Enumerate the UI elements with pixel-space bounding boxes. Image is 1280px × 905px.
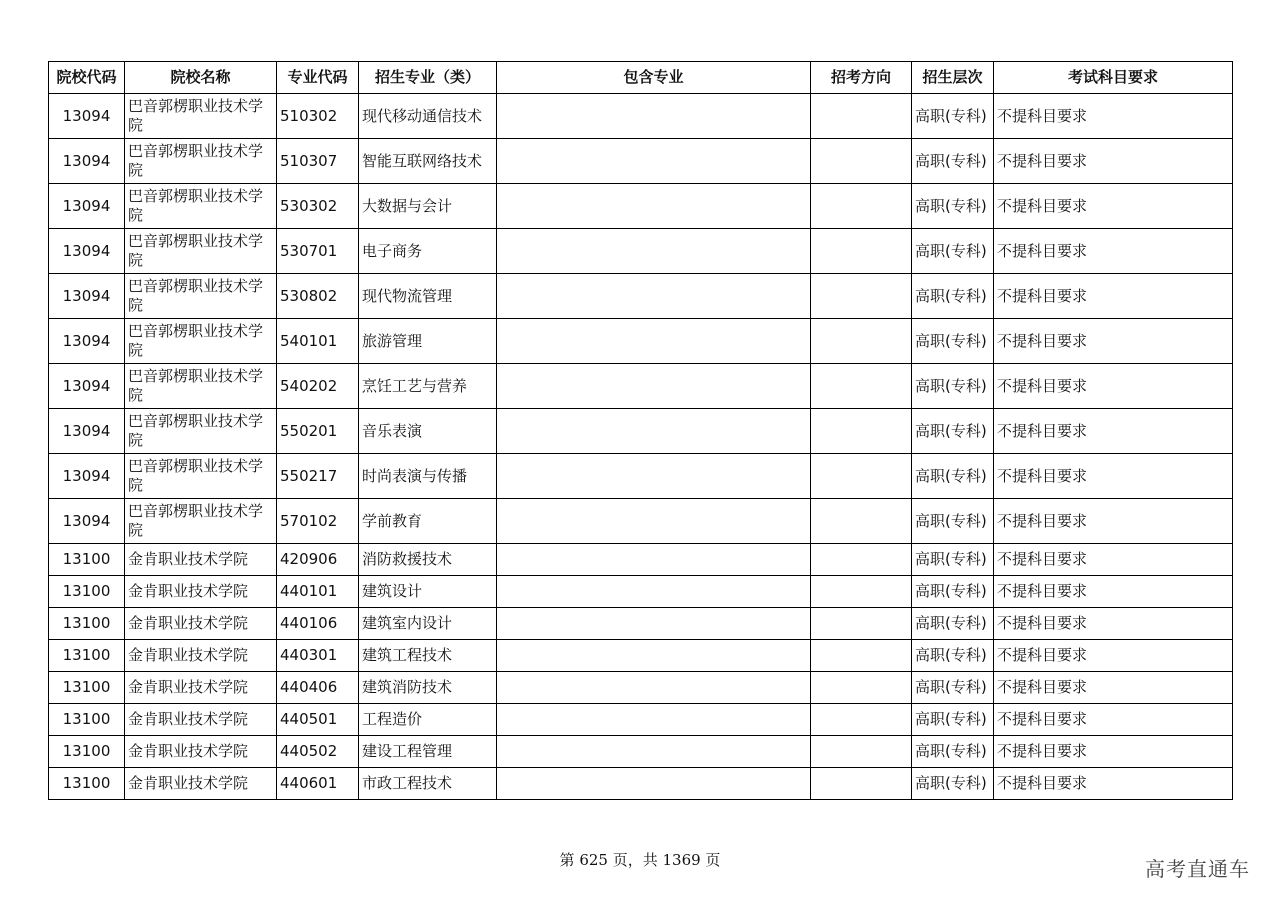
cell-school-name: 巴音郭楞职业技术学院 — [125, 184, 277, 229]
cell-included-programs — [497, 409, 811, 454]
cell-school-code: 13100 — [49, 608, 125, 640]
cell-program: 智能互联网络技术 — [359, 139, 497, 184]
cell-level: 高职(专科) — [912, 94, 994, 139]
table-row — [49, 229, 1233, 274]
cell-level: 高职(专科) — [912, 139, 994, 184]
header-school-name: 院校名称 — [125, 62, 277, 94]
cell-school-name: 金肯职业技术学院 — [125, 704, 277, 736]
cell-subject-requirement: 不提科目要求 — [994, 736, 1233, 768]
cell-program-code: 440502 — [277, 736, 359, 768]
table-row — [49, 672, 1233, 704]
cell-school-code: 13094 — [49, 184, 125, 229]
cell-included-programs — [497, 364, 811, 409]
cell-included-programs — [497, 576, 811, 608]
cell-included-programs — [497, 184, 811, 229]
cell-direction — [811, 139, 912, 184]
page-number: 第 625 页，共 1369 页 — [559, 851, 721, 869]
cell-program: 建筑设计 — [359, 576, 497, 608]
cell-program-code: 510307 — [277, 139, 359, 184]
cell-included-programs — [497, 640, 811, 672]
cell-included-programs — [497, 274, 811, 319]
cell-level: 高职(专科) — [912, 409, 994, 454]
cell-level: 高职(专科) — [912, 672, 994, 704]
cell-direction — [811, 454, 912, 499]
cell-level: 高职(专科) — [912, 768, 994, 800]
cell-level: 高职(专科) — [912, 544, 994, 576]
cell-school-code: 13100 — [49, 672, 125, 704]
cell-included-programs — [497, 94, 811, 139]
cell-program: 消防救援技术 — [359, 544, 497, 576]
cell-direction — [811, 499, 912, 544]
cell-subject-requirement: 不提科目要求 — [994, 672, 1233, 704]
header-program-code: 专业代码 — [277, 62, 359, 94]
cell-level: 高职(专科) — [912, 499, 994, 544]
cell-school-code: 13094 — [49, 274, 125, 319]
table-row — [49, 736, 1233, 768]
table-row — [49, 640, 1233, 672]
cell-program-code: 540202 — [277, 364, 359, 409]
cell-program-code: 440106 — [277, 608, 359, 640]
cell-school-code: 13094 — [49, 94, 125, 139]
header-subject-requirement: 考试科目要求 — [994, 62, 1233, 94]
cell-program-code: 420906 — [277, 544, 359, 576]
cell-subject-requirement: 不提科目要求 — [994, 229, 1233, 274]
cell-included-programs — [497, 672, 811, 704]
cell-program: 工程造价 — [359, 704, 497, 736]
cell-school-code: 13100 — [49, 640, 125, 672]
cell-level: 高职(专科) — [912, 608, 994, 640]
enrollment-table — [48, 61, 1233, 800]
cell-program-code: 550217 — [277, 454, 359, 499]
cell-program: 现代物流管理 — [359, 274, 497, 319]
cell-level: 高职(专科) — [912, 229, 994, 274]
cell-school-name: 巴音郭楞职业技术学院 — [125, 229, 277, 274]
cell-school-name: 金肯职业技术学院 — [125, 736, 277, 768]
cell-included-programs — [497, 319, 811, 364]
cell-level: 高职(专科) — [912, 274, 994, 319]
cell-included-programs — [497, 704, 811, 736]
cell-program-code: 540101 — [277, 319, 359, 364]
cell-direction — [811, 364, 912, 409]
table-row — [49, 319, 1233, 364]
cell-program: 现代移动通信技术 — [359, 94, 497, 139]
watermark-logo-text: 高考直通车 — [1145, 857, 1250, 881]
cell-subject-requirement: 不提科目要求 — [994, 544, 1233, 576]
cell-subject-requirement: 不提科目要求 — [994, 139, 1233, 184]
cell-direction — [811, 319, 912, 364]
cell-school-code: 13100 — [49, 544, 125, 576]
cell-school-name: 巴音郭楞职业技术学院 — [125, 499, 277, 544]
table-row — [49, 544, 1233, 576]
cell-program-code: 570102 — [277, 499, 359, 544]
cell-school-code: 13094 — [49, 409, 125, 454]
cell-school-name: 金肯职业技术学院 — [125, 608, 277, 640]
cell-school-name: 金肯职业技术学院 — [125, 544, 277, 576]
cell-school-code: 13094 — [49, 364, 125, 409]
cell-school-code: 13094 — [49, 499, 125, 544]
cell-included-programs — [497, 608, 811, 640]
cell-direction — [811, 229, 912, 274]
cell-subject-requirement: 不提科目要求 — [994, 409, 1233, 454]
cell-program: 建筑消防技术 — [359, 672, 497, 704]
cell-subject-requirement: 不提科目要求 — [994, 640, 1233, 672]
cell-school-code: 13094 — [49, 319, 125, 364]
header-program: 招生专业（类） — [359, 62, 497, 94]
table-row — [49, 409, 1233, 454]
header-direction: 招考方向 — [811, 62, 912, 94]
cell-school-code: 13100 — [49, 736, 125, 768]
cell-included-programs — [497, 454, 811, 499]
cell-level: 高职(专科) — [912, 640, 994, 672]
table-row — [49, 768, 1233, 800]
cell-program-code: 530802 — [277, 274, 359, 319]
cell-direction — [811, 608, 912, 640]
cell-level: 高职(专科) — [912, 454, 994, 499]
cell-subject-requirement: 不提科目要求 — [994, 499, 1233, 544]
cell-subject-requirement: 不提科目要求 — [994, 319, 1233, 364]
cell-level: 高职(专科) — [912, 184, 994, 229]
cell-program: 学前教育 — [359, 499, 497, 544]
cell-program-code: 440301 — [277, 640, 359, 672]
cell-program: 烹饪工艺与营养 — [359, 364, 497, 409]
cell-school-name: 金肯职业技术学院 — [125, 576, 277, 608]
cell-direction — [811, 184, 912, 229]
cell-program-code: 530701 — [277, 229, 359, 274]
table-header-row — [49, 62, 1233, 94]
cell-program-code: 530302 — [277, 184, 359, 229]
cell-subject-requirement: 不提科目要求 — [994, 454, 1233, 499]
cell-school-name: 巴音郭楞职业技术学院 — [125, 364, 277, 409]
cell-direction — [811, 736, 912, 768]
cell-program: 市政工程技术 — [359, 768, 497, 800]
cell-subject-requirement: 不提科目要求 — [994, 184, 1233, 229]
cell-school-code: 13094 — [49, 139, 125, 184]
cell-school-name: 金肯职业技术学院 — [125, 768, 277, 800]
cell-school-code: 13100 — [49, 704, 125, 736]
table-row — [49, 608, 1233, 640]
cell-subject-requirement: 不提科目要求 — [994, 608, 1233, 640]
cell-program-code: 440501 — [277, 704, 359, 736]
cell-program: 建筑工程技术 — [359, 640, 497, 672]
cell-school-name: 巴音郭楞职业技术学院 — [125, 94, 277, 139]
cell-school-name: 巴音郭楞职业技术学院 — [125, 319, 277, 364]
table-row — [49, 454, 1233, 499]
cell-level: 高职(专科) — [912, 704, 994, 736]
cell-direction — [811, 544, 912, 576]
cell-level: 高职(专科) — [912, 319, 994, 364]
header-included-programs: 包含专业 — [497, 62, 811, 94]
table-row — [49, 274, 1233, 319]
cell-direction — [811, 768, 912, 800]
cell-included-programs — [497, 229, 811, 274]
table-row — [49, 139, 1233, 184]
cell-program-code: 440101 — [277, 576, 359, 608]
table-row — [49, 499, 1233, 544]
cell-program: 时尚表演与传播 — [359, 454, 497, 499]
cell-level: 高职(专科) — [912, 364, 994, 409]
cell-direction — [811, 94, 912, 139]
cell-program-code: 510302 — [277, 94, 359, 139]
cell-included-programs — [497, 544, 811, 576]
cell-level: 高职(专科) — [912, 736, 994, 768]
cell-school-name: 巴音郭楞职业技术学院 — [125, 139, 277, 184]
cell-direction — [811, 704, 912, 736]
cell-subject-requirement: 不提科目要求 — [994, 274, 1233, 319]
cell-direction — [811, 640, 912, 672]
cell-subject-requirement: 不提科目要求 — [994, 364, 1233, 409]
cell-direction — [811, 672, 912, 704]
cell-school-name: 巴音郭楞职业技术学院 — [125, 409, 277, 454]
cell-program-code: 440601 — [277, 768, 359, 800]
table-row — [49, 704, 1233, 736]
cell-school-name: 巴音郭楞职业技术学院 — [125, 274, 277, 319]
cell-subject-requirement: 不提科目要求 — [994, 768, 1233, 800]
table-row — [49, 576, 1233, 608]
cell-subject-requirement: 不提科目要求 — [994, 704, 1233, 736]
cell-program-code: 550201 — [277, 409, 359, 454]
cell-direction — [811, 576, 912, 608]
cell-direction — [811, 409, 912, 454]
cell-included-programs — [497, 736, 811, 768]
cell-school-code: 13094 — [49, 229, 125, 274]
cell-program: 建设工程管理 — [359, 736, 497, 768]
cell-subject-requirement: 不提科目要求 — [994, 94, 1233, 139]
cell-school-name: 巴音郭楞职业技术学院 — [125, 454, 277, 499]
cell-level: 高职(专科) — [912, 576, 994, 608]
cell-school-code: 13094 — [49, 454, 125, 499]
header-level: 招生层次 — [912, 62, 994, 94]
cell-program: 音乐表演 — [359, 409, 497, 454]
header-school-code: 院校代码 — [49, 62, 125, 94]
cell-school-code: 13100 — [49, 576, 125, 608]
cell-program: 建筑室内设计 — [359, 608, 497, 640]
table-row — [49, 364, 1233, 409]
cell-included-programs — [497, 139, 811, 184]
cell-included-programs — [497, 768, 811, 800]
cell-program: 旅游管理 — [359, 319, 497, 364]
cell-school-name: 金肯职业技术学院 — [125, 640, 277, 672]
table-row — [49, 94, 1233, 139]
cell-program: 电子商务 — [359, 229, 497, 274]
cell-program: 大数据与会计 — [359, 184, 497, 229]
cell-included-programs — [497, 499, 811, 544]
cell-school-code: 13100 — [49, 768, 125, 800]
cell-direction — [811, 274, 912, 319]
table-row — [49, 184, 1233, 229]
cell-program-code: 440406 — [277, 672, 359, 704]
cell-subject-requirement: 不提科目要求 — [994, 576, 1233, 608]
cell-school-name: 金肯职业技术学院 — [125, 672, 277, 704]
